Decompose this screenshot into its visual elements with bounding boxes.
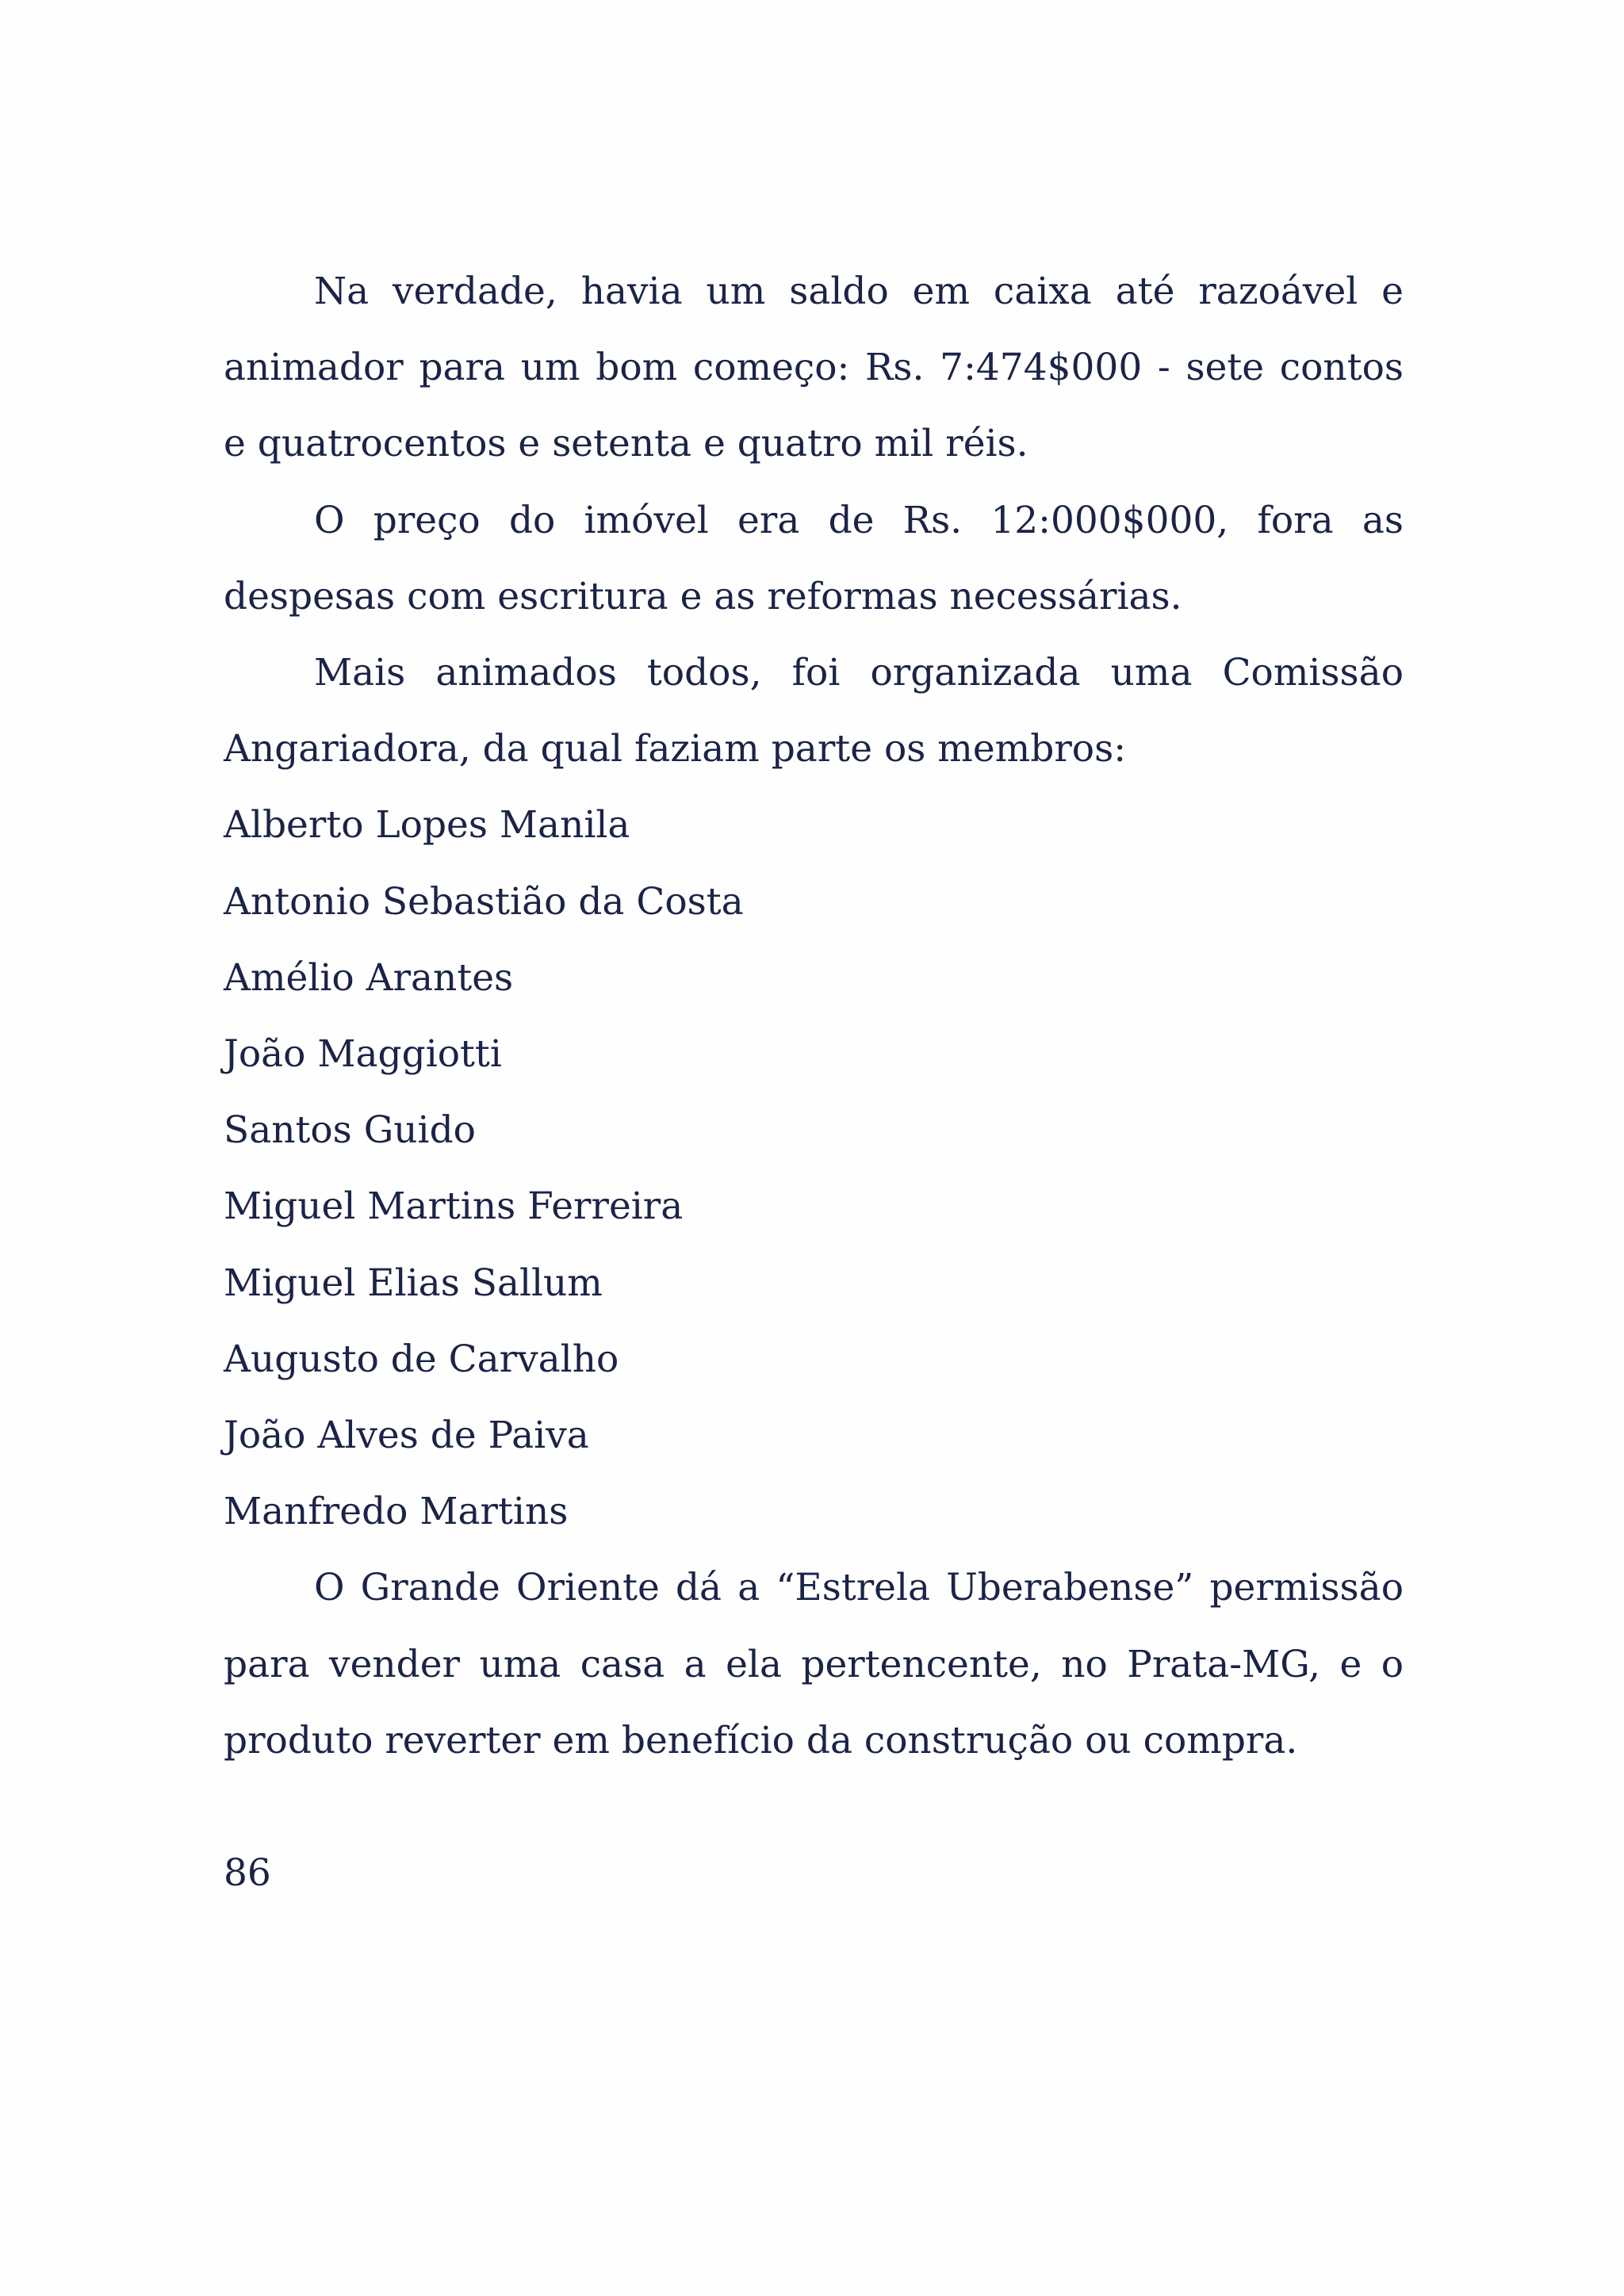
paragraph-commission: Mais animados todos, foi organizada uma Comissão Angariadora, da qual faziam parte os membros: <box>224 651 1404 771</box>
member-name: Alberto Lopes Manila <box>224 803 630 848</box>
member-name: Santos Guido <box>224 1108 476 1153</box>
member-name: João Maggiotti <box>224 1032 502 1077</box>
member-name: Miguel Elias Sallum <box>224 1261 603 1305</box>
member-name: Miguel Martins Ferreira <box>224 1184 684 1229</box>
paragraph-cash-balance: Na verdade, havia um saldo em caixa até razoável e animador para um bom começo: Rs. 7:474$000 - sete contos e quatrocentos e setenta e quatro mil réis. <box>224 270 1404 466</box>
member-name: Augusto de Carvalho <box>224 1337 619 1381</box>
member-name: João Alves de Paiva <box>224 1414 589 1458</box>
member-name: Amélio Arantes <box>224 955 514 1000</box>
member-name: Antonio Sebastião da Costa <box>224 879 744 924</box>
body-text <box>224 254 1404 1779</box>
page-number: 86 <box>224 1851 271 1895</box>
paragraph-property-price: O preço do imóvel era de Rs. 12:000$000, fora as despesas com escritura e as reformas necessárias. <box>224 498 1404 618</box>
paragraph-grand-orient: O Grande Oriente dá a “Estrela Uberabense” permissão para vender uma casa a ela pertencente, no Prata-MG, e o produto reverter em benefício da construção ou compra. <box>224 1566 1404 1762</box>
member-name: Manfredo Martins <box>224 1490 569 1534</box>
